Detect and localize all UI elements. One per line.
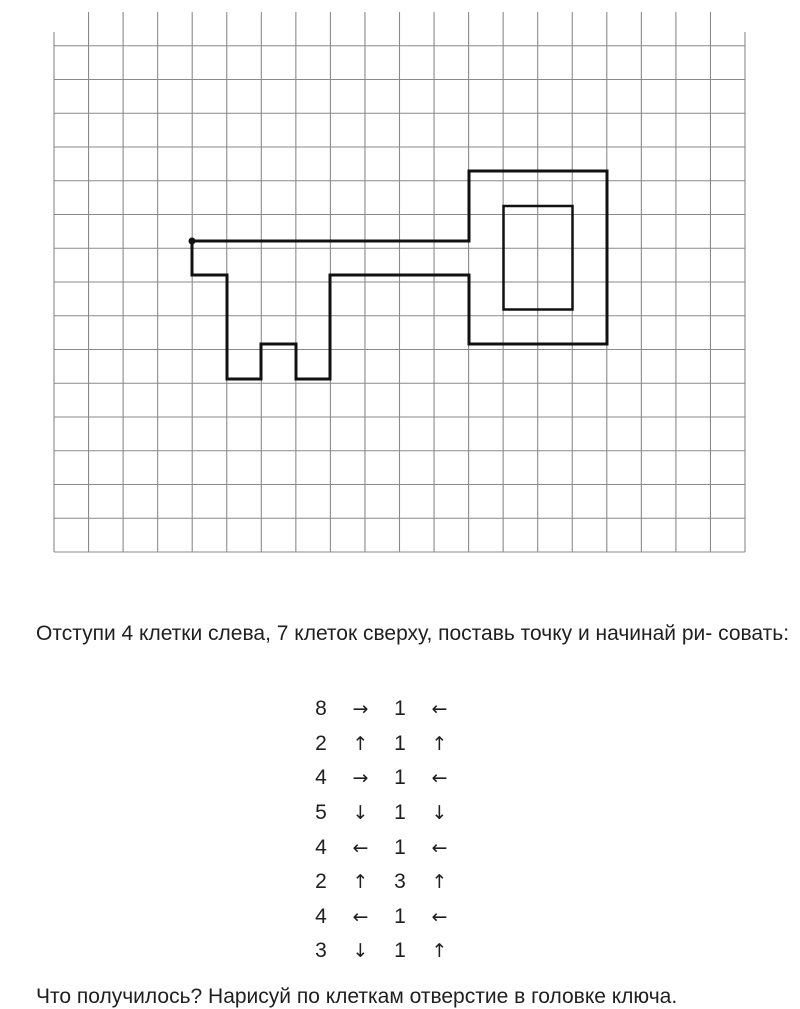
question-text: Что получилось? Нарисуй по клеткам отверстие в головке ключа. (36, 985, 678, 1008)
step-row (309, 727, 467, 762)
right-count: 1 (394, 731, 406, 755)
step-row (309, 934, 467, 969)
right-count: 3 (394, 870, 406, 894)
start-dot (189, 238, 196, 245)
left-count: 4 (315, 904, 327, 928)
left-arrow-icon: ↓ (352, 940, 369, 963)
right-count: 1 (394, 766, 406, 790)
right-arrow-icon: ← (431, 905, 448, 928)
step-row (309, 830, 467, 865)
right-arrow-icon: ↑ (431, 940, 448, 963)
right-arrow-icon: ← (431, 698, 448, 721)
left-count: 5 (315, 801, 327, 825)
step-row (309, 692, 467, 727)
right-count: 1 (394, 835, 406, 859)
step-row (309, 761, 467, 796)
right-arrow-icon: ↑ (431, 732, 448, 755)
left-count: 2 (315, 870, 327, 894)
right-arrow-icon: ↑ (431, 871, 448, 894)
right-count: 1 (394, 904, 406, 928)
left-arrow-icon: ↑ (352, 871, 369, 894)
step-row (309, 900, 467, 935)
left-count: 3 (315, 939, 327, 963)
left-arrow-icon: ← (352, 836, 369, 859)
left-count: 4 (315, 835, 327, 859)
left-arrow-icon: ↓ (352, 802, 369, 825)
right-count: 1 (394, 697, 406, 721)
left-count: 8 (315, 697, 327, 721)
left-arrow-icon: ← (352, 905, 369, 928)
left-count: 4 (315, 766, 327, 790)
left-arrow-icon: ↑ (352, 732, 369, 755)
right-count: 1 (394, 801, 406, 825)
step-row (309, 865, 467, 900)
left-arrow-icon: → (352, 698, 369, 721)
left-arrow-icon: → (352, 767, 369, 790)
right-arrow-icon: ← (431, 836, 448, 859)
steps-table (309, 692, 467, 969)
right-count: 1 (394, 939, 406, 963)
left-count: 2 (315, 731, 327, 755)
right-arrow-icon: ← (431, 767, 448, 790)
right-arrow-icon: ↓ (431, 802, 448, 825)
instruction-text: Отступи 4 клетки слева, 7 клеток сверху, поставь точку и начинай ри- совать: (36, 622, 790, 645)
grid-lines (54, 12, 745, 552)
step-row (309, 796, 467, 831)
